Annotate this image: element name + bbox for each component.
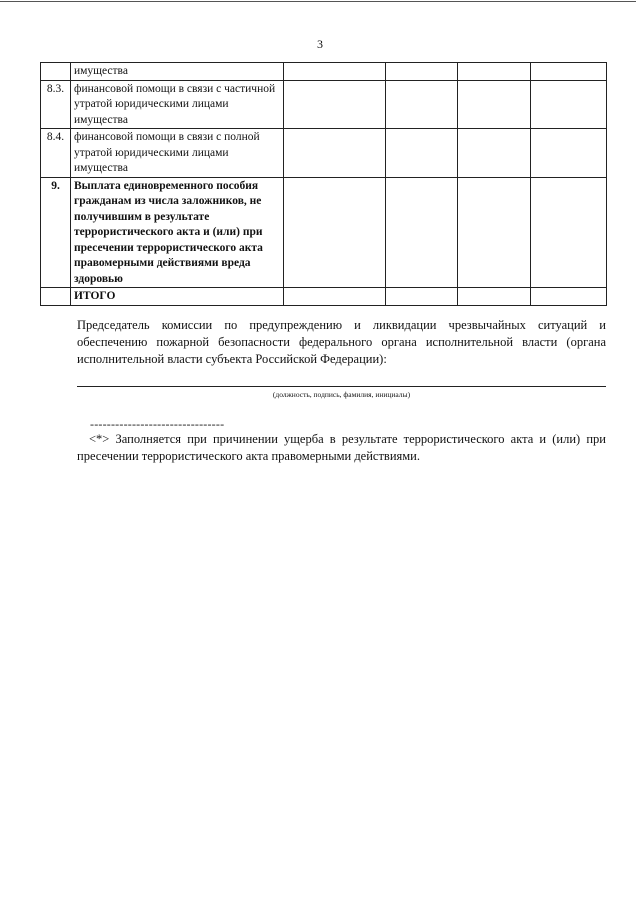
table-cell xyxy=(531,80,607,129)
signature-line xyxy=(77,386,606,387)
table-cell xyxy=(284,63,386,81)
chairman-statement: Председатель комиссии по предупреждению и ликвидации чрезвычайных ситуаций и обеспечению пожарной безопасности федерального органа исполнительной власти (органа исполнительной власти субъекта Российской Федерации): xyxy=(77,318,606,366)
table-cell xyxy=(458,288,531,306)
table-cell xyxy=(284,80,386,129)
table-cell xyxy=(386,288,458,306)
row-number: 8.4. xyxy=(41,129,71,178)
table-cell xyxy=(531,63,607,81)
total-label: ИТОГО xyxy=(71,288,284,306)
row-number: 9. xyxy=(41,177,71,288)
table-cell xyxy=(531,288,607,306)
table-cell xyxy=(458,80,531,129)
table-cell xyxy=(458,177,531,288)
table-cell xyxy=(284,288,386,306)
row-number: 8.3. xyxy=(41,80,71,129)
row-description: финансовой помощи в связи с полной утратой юридическими лицами имущества xyxy=(71,129,284,178)
table-cell xyxy=(386,63,458,81)
page-number: 3 xyxy=(317,37,323,51)
row-description: Выплата единовременного пособия гражданам из числа заложников, не получившим в результате террористического акта и (или) при пресечении террористического акта правомерными действиями вреда здоровью xyxy=(71,177,284,288)
table-cell xyxy=(458,129,531,178)
footnote-separator: -------------------------------- xyxy=(90,417,225,431)
table-cell xyxy=(531,177,607,288)
table-row xyxy=(41,63,607,81)
table-cell xyxy=(458,63,531,81)
row-description: имущества xyxy=(71,63,284,81)
table-row xyxy=(41,129,607,178)
table-row-total xyxy=(41,288,607,306)
row-number xyxy=(41,288,71,306)
table-cell xyxy=(386,177,458,288)
table-cell xyxy=(386,80,458,129)
table-cell xyxy=(386,129,458,178)
table-cell xyxy=(284,177,386,288)
table-row xyxy=(41,177,607,288)
row-number xyxy=(41,63,71,81)
table-row xyxy=(41,80,607,129)
row-description: финансовой помощи в связи с частичной утратой юридическими лицами имущества xyxy=(71,80,284,129)
footnote-text: <*> Заполняется при причинении ущерба в результате террористического акта и (или) при пресечении террористического акта правомерными действиями. xyxy=(77,432,606,463)
table-cell xyxy=(531,129,607,178)
damage-table xyxy=(40,62,607,306)
signature-caption: (должность, подпись, фамилия, инициалы) xyxy=(272,390,411,399)
top-border-line xyxy=(0,1,636,2)
table-cell xyxy=(284,129,386,178)
